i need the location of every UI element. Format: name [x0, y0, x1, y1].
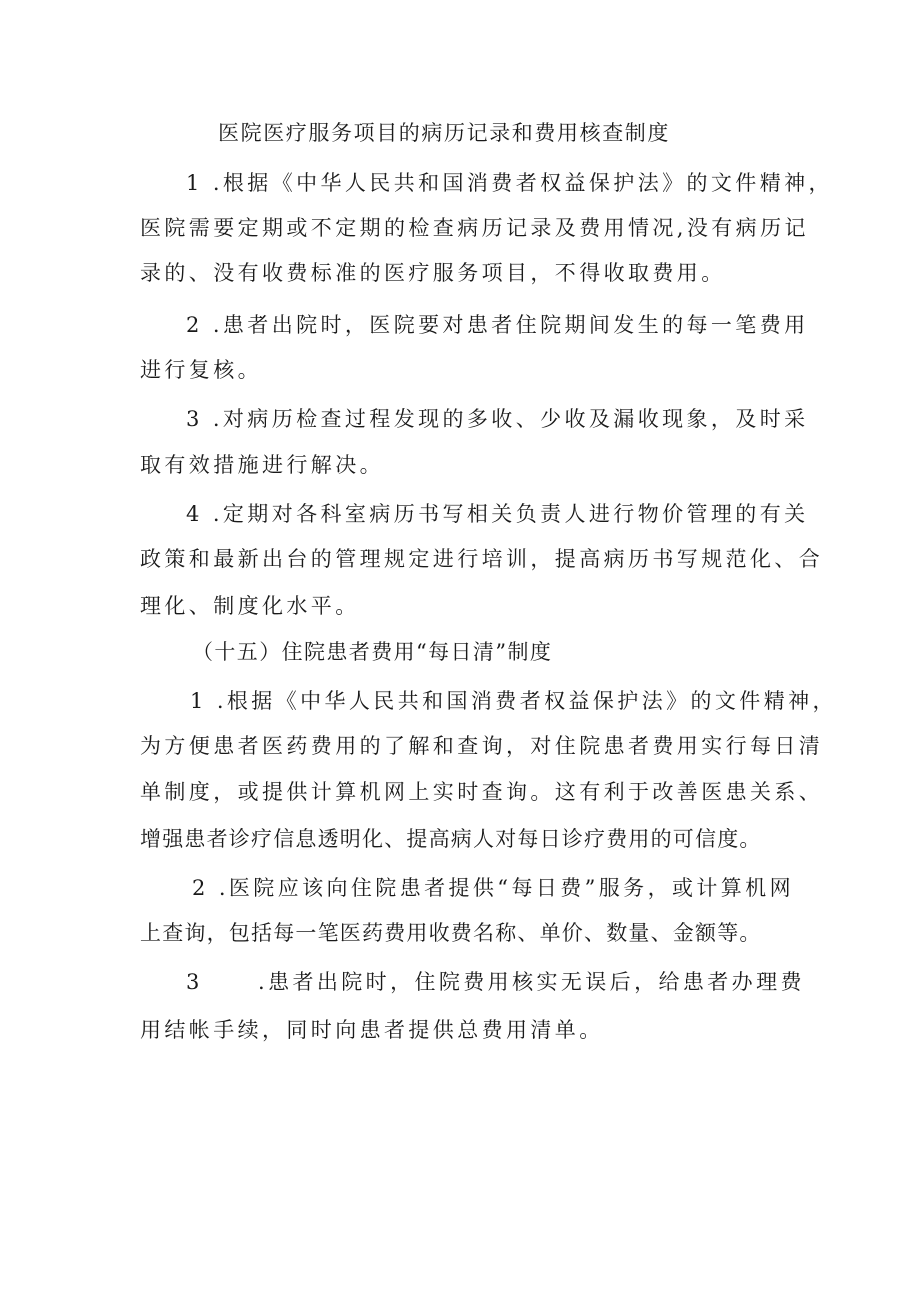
s1-item1-line1: 1 .根据《中华人民共和国消费者权益保护法》的文件精神，: [186, 171, 833, 195]
s1-item1-line3: 录的、没有收费标准的医疗服务项目，不得收取费用。: [140, 261, 726, 285]
s2-item1-line4: 增强患者诊疗信息透明化、提高病人对每日诊疗费用的可信度。: [140, 827, 762, 851]
s1-item3-line1: 3 .对病历检查过程发现的多收、少收及漏收现象，及时采: [186, 407, 809, 431]
s1-item3-line2: 取有效措施进行解决。: [140, 453, 384, 477]
s2-item1-line3: 单制度，或提供计算机网上实时查询。这有利于改善医患关系、: [140, 780, 824, 804]
s1-item2-line2: 进行复核。: [140, 358, 262, 382]
s1-item2-line1: 2 .患者出院时，医院要对患者住院期间发生的每一笔费用: [186, 313, 809, 337]
s2-item3-line1: .患者出院时，住院费用核实无误后，给患者办理费: [258, 970, 805, 994]
s2-item2-line1: 2 .医院应该向住院患者提供“每日费”服务，或计算机网: [192, 876, 794, 900]
s1-item4-line3: 理化、制度化水平。: [140, 594, 360, 618]
section2-heading: （十五）住院患者费用“每日清”制度: [192, 640, 553, 664]
s1-item1-line2: 医院需要定期或不定期的检查病历记录及费用情况,没有病历记: [140, 216, 809, 240]
s1-item4-line2: 政策和最新出台的管理规定进行培训，提高病历书写规范化、合: [140, 547, 824, 571]
s1-item4-line1: 4 .定期对各科室病历书写相关负责人进行物价管理的有关: [186, 502, 809, 526]
s2-item3-line2: 用结帐手续，同时向患者提供总费用清单。: [140, 1018, 604, 1042]
document-title: 医院医疗服务项目的病历记录和费用核查制度: [218, 121, 670, 145]
s2-item3-number: 3: [186, 970, 203, 994]
s2-item2-line2: 上查询，包括每一笔医药费用收费名称、单价、数量、金额等。: [140, 921, 762, 945]
s2-item1-line1: 1 .根据《中华人民共和国消费者权益保护法》的文件精神，: [190, 689, 837, 713]
s2-item1-line2: 为方便患者医药费用的了解和查询，对住院患者费用实行每日清: [140, 734, 824, 758]
